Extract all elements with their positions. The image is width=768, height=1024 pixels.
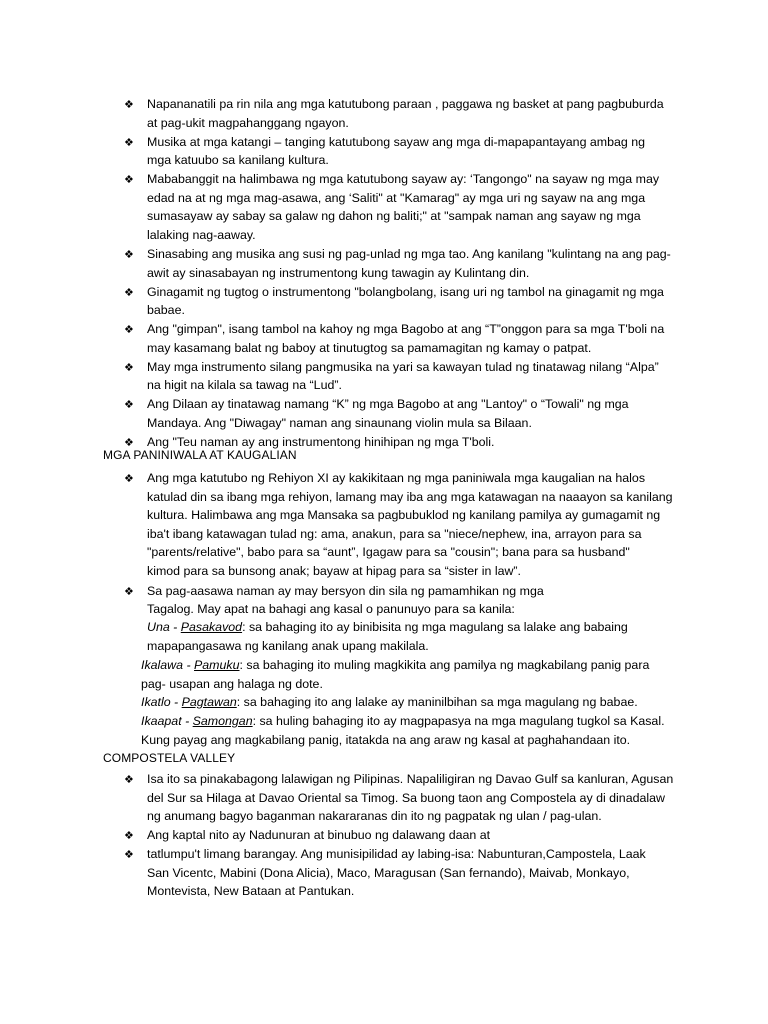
list-item-line: babae. bbox=[147, 303, 185, 318]
list-item-line: Ang mga katutubo ng Rehiyon XI ay kakikitaan ng mga paniniwala mga kaugalian na halos bbox=[147, 471, 646, 485]
list-item bbox=[147, 469, 687, 581]
list-item-line: kultura. Halimbawa ang mga Mansaka sa pagbubuklod ng kanilang pamilya ay gumagamit ng bbox=[147, 508, 661, 523]
stage-una-term: Pasakavod bbox=[180, 620, 243, 634]
stage-ikatlo-prefix: Ikatlo - bbox=[141, 695, 182, 709]
list-item-line: awit ay sinasabayan ng instrumentong kung tawagin ay Kulintang din. bbox=[147, 265, 530, 280]
bullet-diamond-icon: ❖ bbox=[124, 436, 134, 449]
list-item-line: may kasamang balat ng baboy at tinutugtog sa pamamagitan ng kamay o patpat. bbox=[147, 340, 592, 355]
stage-una-text: : sa bahaging ito ay binibisita ng mga magulang sa lalake ang babaing bbox=[242, 620, 628, 634]
list-item-line: mga katuubo sa kanilang kultura. bbox=[147, 153, 329, 168]
stage-ikalawa-prefix: Ikalawa - bbox=[141, 658, 195, 672]
list-item-line: Ang kaptal nito ay Nadunuran at binubuo ng dalawang daan at bbox=[147, 828, 491, 843]
stage-ikaapat-prefix: Ikaapat - bbox=[141, 714, 193, 728]
list-item-line: Mababanggit na halimbawa ng mga katutubong sayaw ay: ‘Tangongo" na sayaw ng mga may bbox=[147, 172, 660, 186]
list-item-line: Napananatili pa rin nila ang mga katutubong paraan , paggawa ng basket at pang pagbuburda bbox=[147, 97, 664, 111]
bullet-diamond-icon: ❖ bbox=[124, 849, 134, 861]
stage-ikaapat-term: Samongan bbox=[192, 714, 253, 728]
list-item-line: Sinasabing ang musika ang susi ng pag-unlad ng mga tao. Ang kanilang "kulintang na ang pag- bbox=[147, 247, 671, 261]
list-item-line: Sa pag-aasawa naman ay may bersyon din sila ng pamamhikan ng mga bbox=[147, 583, 544, 598]
list-item-line: Ang "Teu naman ay ang instrumentong hinihipan ng mga T'boli. bbox=[147, 434, 495, 449]
list-item-line: katulad din sa ibang mga rehiyon, lamang may iba ang mga katawagan na naaayon sa kanilang bbox=[147, 489, 673, 504]
stage-una-prefix: Una - bbox=[147, 620, 181, 634]
list-item bbox=[147, 245, 687, 282]
list-item-line: "parents/relative", babo para sa “aunt”, Igagaw para sa "cousin"; bana para sa husband" bbox=[147, 545, 630, 560]
list-item-line: Mandaya. Ang "Diwagay" naman ang sinaunang violin mula sa Bilaan. bbox=[147, 415, 532, 430]
bullet-diamond-icon: ❖ bbox=[124, 361, 134, 374]
list-item-line: sumasayaw ay sabay sa galaw ng dahon ng baliti;" at "sampak naman ang sayaw ng mga bbox=[147, 209, 641, 224]
list-item bbox=[147, 358, 687, 395]
bullet-diamond-icon: ❖ bbox=[124, 774, 134, 786]
list-item-line: lalaking nag-aaway. bbox=[147, 227, 256, 242]
list-item bbox=[147, 133, 687, 170]
stage-ikaapat-text: : sa huling bahaging ito ay magpapasya na mga magulang tugkol sa Kasal. bbox=[252, 714, 665, 728]
list-item bbox=[147, 826, 687, 845]
list-item-line: Ginagamit ng tugtog o instrumentong "bolangbolang, isang uri ng tambol na ginagamit ng mga bbox=[147, 284, 664, 299]
list-item bbox=[147, 845, 687, 901]
bullet-diamond-icon: ❖ bbox=[124, 174, 134, 186]
list-item bbox=[147, 395, 687, 432]
list-item-line: edad na at ng mga mag-asawa, ang ‘Saliti" at "Kamarag" ay mga uri ng sayaw na ang mga bbox=[147, 190, 646, 205]
bullet-diamond-icon: ❖ bbox=[124, 324, 134, 336]
list-item bbox=[147, 770, 687, 826]
bullet-diamond-icon: ❖ bbox=[124, 136, 134, 149]
bullet-diamond-icon: ❖ bbox=[124, 249, 134, 261]
bullet-diamond-icon: ❖ bbox=[124, 830, 134, 843]
bullet-diamond-icon: ❖ bbox=[124, 399, 134, 411]
list-item-line: iba't ibang katawagan tulad ng: ama, anakun, para sa "niece/nephew, ina, arrayon para sa bbox=[147, 526, 642, 541]
section-heading-beliefs: MGA PANINIWALA AT KAUGALIAN bbox=[103, 448, 297, 462]
list-item bbox=[147, 170, 687, 244]
wedding-intro: Tagalog. May apat na bahagi ang kasal o panunuyo para sa kanila: bbox=[147, 602, 515, 616]
list-item-line: tatlumpu't limang barangay. Ang munisipilidad ay labing-isa: Nabunturan,Campostela, Laak bbox=[147, 847, 646, 861]
stage-ikalawa-cont: pag- usapan ang halaga ng dote. bbox=[141, 677, 323, 691]
section-heading-compostela: COMPOSTELA VALLEY bbox=[103, 751, 236, 765]
stage-ikalawa bbox=[141, 656, 649, 675]
list-item-line: ng anumang bagyo baganman nakararanas din ito ng pagpatak ng ulan / pag-ulan. bbox=[147, 809, 602, 824]
stage-una bbox=[147, 618, 628, 637]
list-item-line: Ang Dilaan ay tinatawag namang “K” ng mga Bagobo at ang "Lantoy" o “Towali" ng mga bbox=[147, 397, 629, 411]
list-item-line: San Vicentc, Mabini (Dona Alicia), Maco, Maragusan (San fernando), Maivab, Monkayo, bbox=[147, 865, 630, 880]
list-item-line: Isa ito sa pinakabagong lalawigan ng Pilipinas. Napaliligiran ng Davao Gulf sa kanluran, Agusan bbox=[147, 772, 674, 786]
bullet-diamond-icon: ❖ bbox=[124, 585, 134, 598]
stage-ikatlo-text: : sa bahaging ito ang lalake ay maninilbihan sa mga magulang ng babae. bbox=[236, 695, 638, 709]
stage-una-cont: mapapangasawa ng kanilang anak upang makilala. bbox=[147, 639, 429, 653]
list-item bbox=[147, 582, 687, 601]
list-item-line: kimod para sa bunsong anak; bayaw at hipag para sa “sister in law”. bbox=[147, 563, 521, 578]
list-item-line: Musika at mga katangi – tanging katutubong sayaw ang mga di-mapapantayang ambag ng bbox=[147, 134, 646, 149]
stage-ikatlo bbox=[141, 693, 638, 712]
list-item-line: Ang "gimpan", isang tambol na kahoy ng mga Bagobo at ang “T”onggon para sa mga T'boli na bbox=[147, 322, 665, 336]
stage-ikalawa-text: : sa bahaging ito muling magkikita ang pamilya ng magkabilang panig para bbox=[239, 658, 650, 672]
bullet-diamond-icon: ❖ bbox=[124, 286, 134, 299]
wedding-closing: Kung payag ang magkabilang panig, itatakda na ang araw ng kasal at paghahandaan ito. bbox=[141, 733, 631, 747]
bullet-diamond-icon: ❖ bbox=[124, 473, 134, 485]
list-item bbox=[147, 320, 687, 357]
list-item-line: del Sur sa Hilaga at Davao Oriental sa Timog. Sa buong taon ang Compostela ay di dinadalaw bbox=[147, 790, 665, 805]
bullet-diamond-icon: ❖ bbox=[124, 99, 134, 111]
list-item-line: Montevista, New Bataan at Pantukan. bbox=[147, 884, 355, 899]
list-item bbox=[147, 95, 687, 132]
stage-ikalawa-term: Pamuku bbox=[194, 658, 240, 672]
stage-ikatlo-term: Pagtawan bbox=[181, 695, 237, 709]
stage-ikaapat bbox=[141, 712, 665, 731]
list-item-line: May mga instrumento silang pangmusika na yari sa kawayan tulad ng tinatawag nilang “Alpa” bbox=[147, 359, 659, 374]
list-item-line: at pag-ukit magpahanggang ngayon. bbox=[147, 115, 349, 130]
list-item-line: na higit na kilala sa tawag na “Lud”. bbox=[147, 378, 342, 393]
list-item bbox=[147, 283, 687, 320]
